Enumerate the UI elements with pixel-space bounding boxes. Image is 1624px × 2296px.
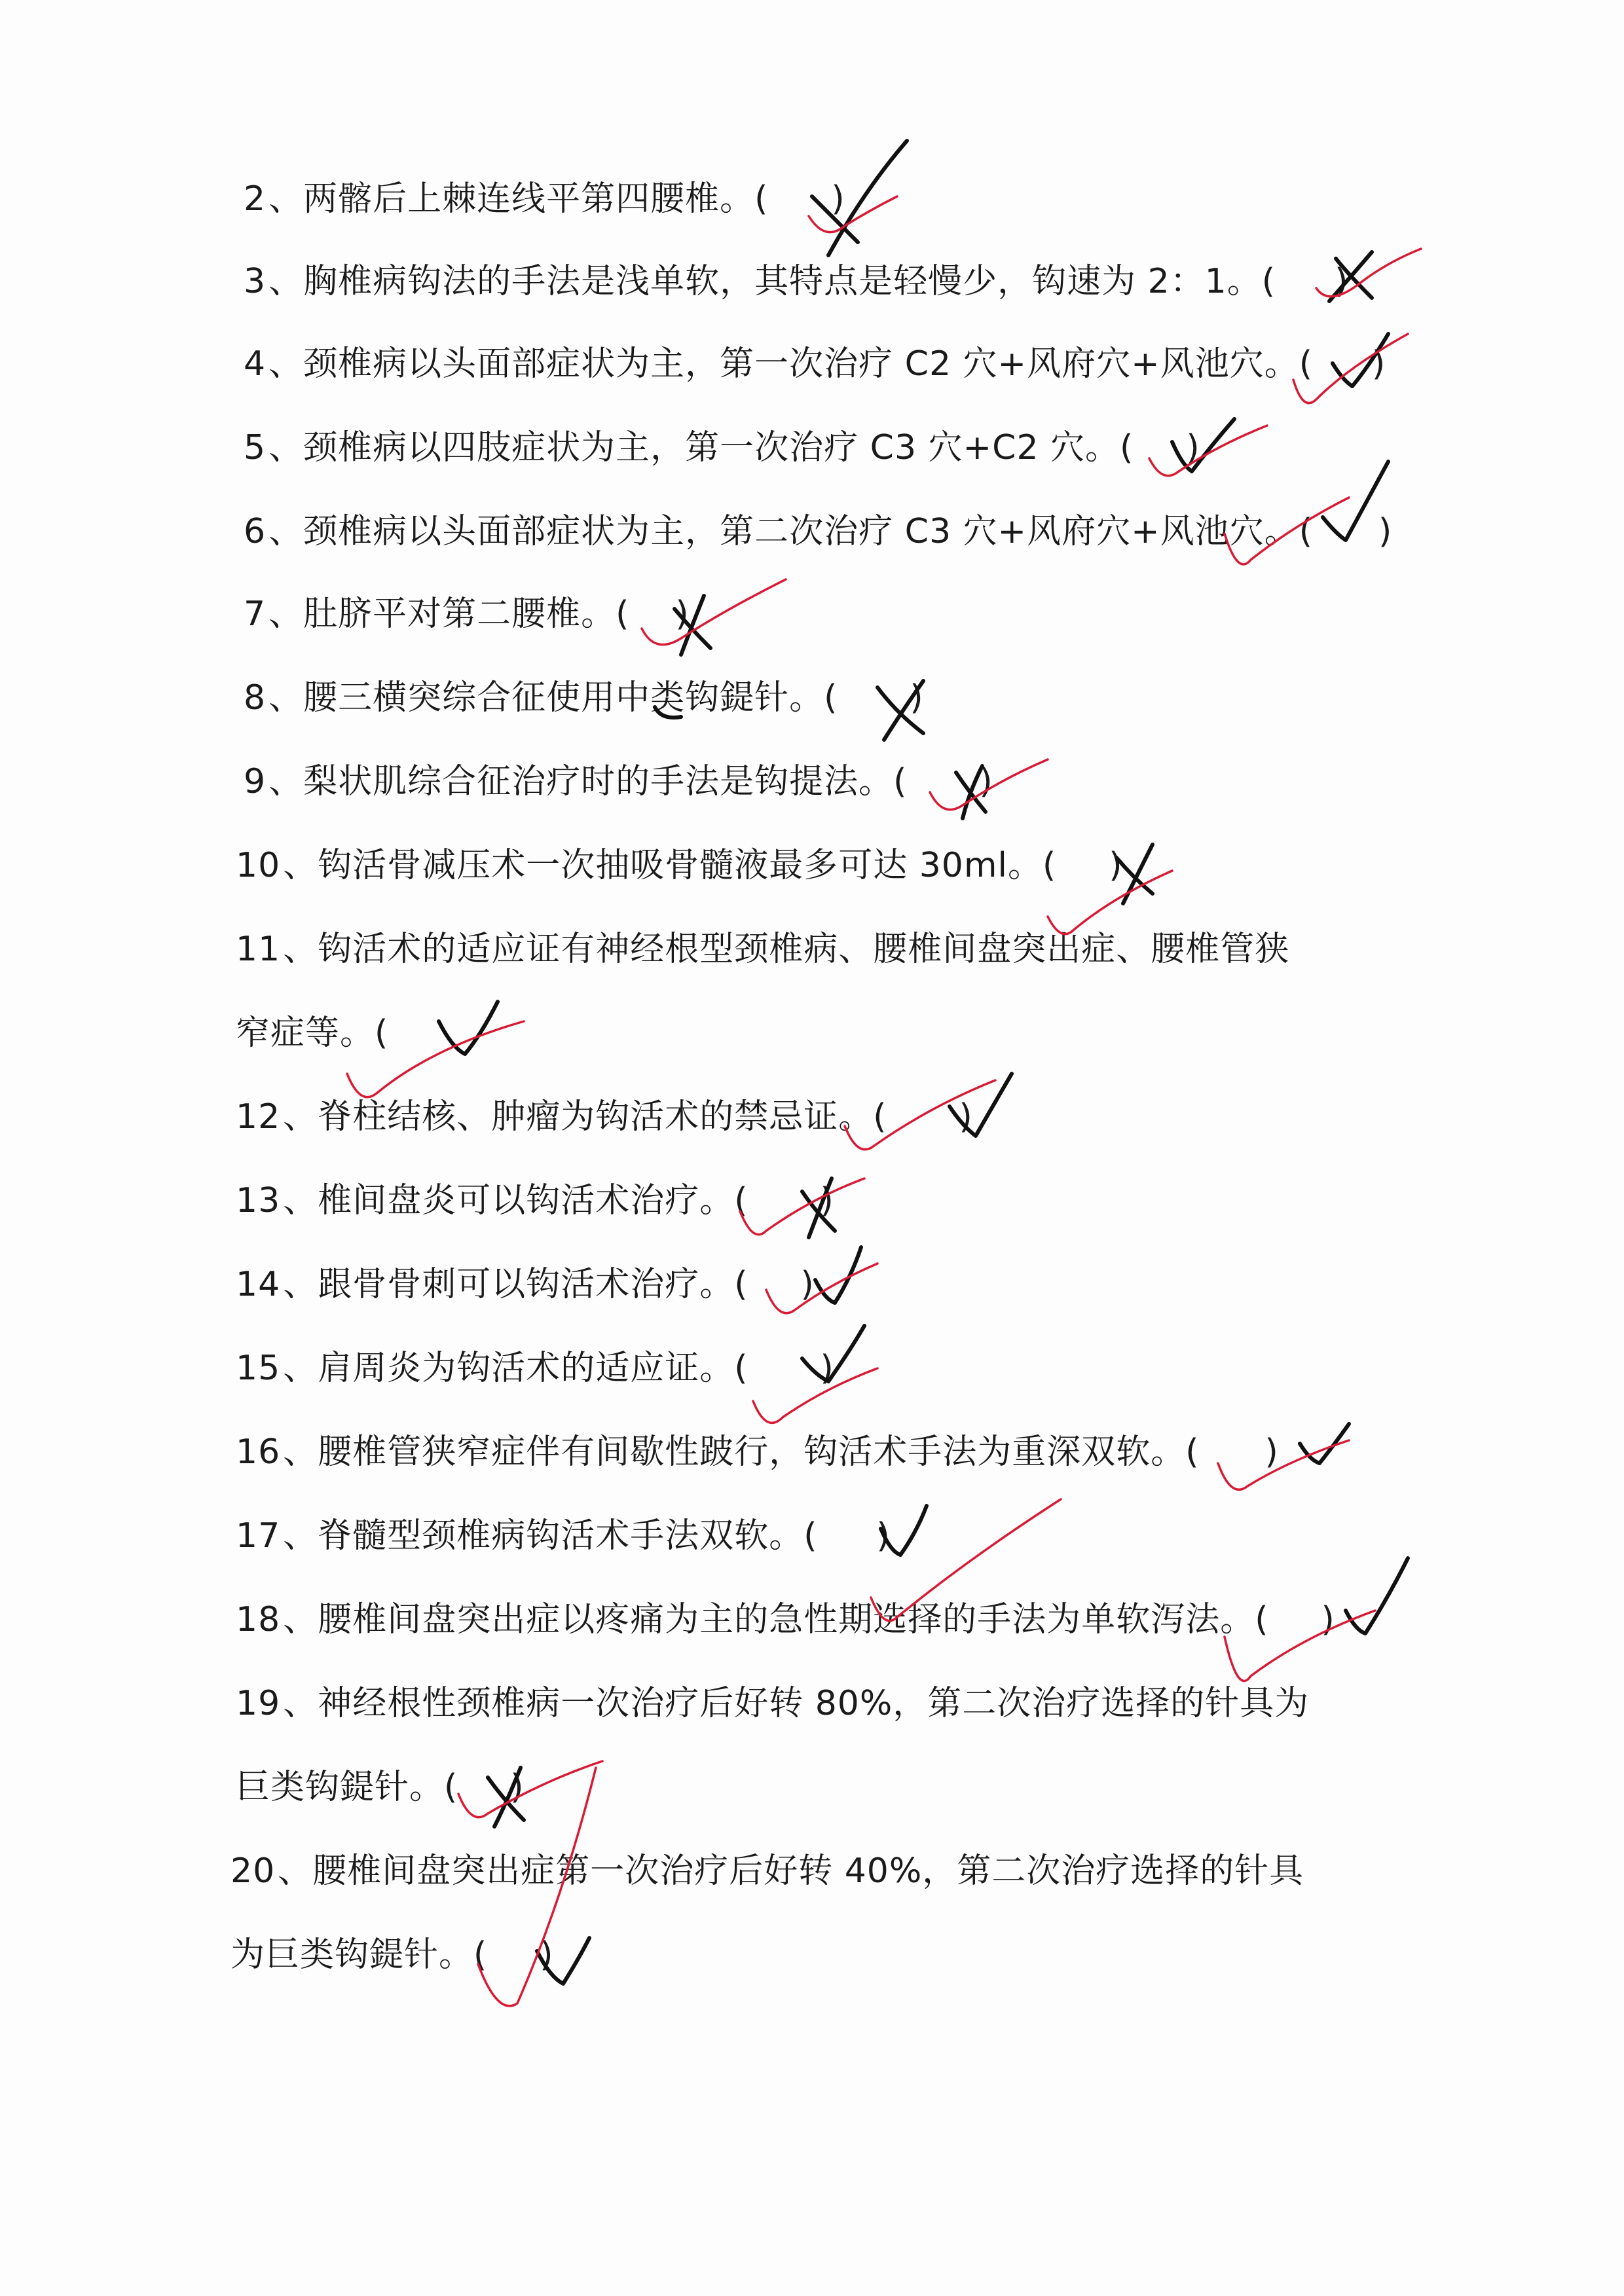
- question-number: 6: [244, 512, 267, 551]
- question-text-line2: 窄症等。(: [236, 1013, 389, 1053]
- question-15: 15、肩周炎为钩活术的适应证。( ): [236, 1349, 834, 1388]
- question-19: 19、神经根性颈椎病一次治疗后好转 80%，第二次治疗选择的针具为: [236, 1684, 1310, 1723]
- question-close: ): [1186, 428, 1200, 467]
- question-close: ): [1335, 262, 1349, 301]
- question-text: 肩周炎为钩活术的适应证。(: [318, 1349, 748, 1388]
- question-number: 12: [236, 1097, 281, 1137]
- question-close: ): [910, 678, 924, 718]
- question-12: 12、脊柱结核、肿瘤为钩活术的禁忌证。( ): [236, 1097, 973, 1137]
- question-text: 颈椎病以头面部症状为主，第二次治疗 C3 穴+风府穴+风池穴。(: [303, 512, 1313, 551]
- question-19-continuation: [236, 1766, 525, 1808]
- question-number: 20: [231, 1851, 276, 1891]
- question-close: ): [959, 1097, 973, 1137]
- question-number: 16: [236, 1432, 281, 1472]
- question-number: 2: [244, 179, 267, 219]
- question-close: ): [979, 762, 993, 801]
- question-text: 腰椎间盘突出症以疼痛为主的急性期选择的手法为单软泻法。(: [318, 1600, 1269, 1639]
- question-close: ): [800, 1265, 815, 1304]
- question-9: 9、梨状肌综合征治疗时的手法是钩提法。( ): [244, 762, 993, 801]
- question-close: ): [1109, 846, 1123, 885]
- question-14: 14、跟骨骨刺可以钩活术治疗。( ): [236, 1265, 815, 1304]
- question-16: 16、腰椎管狭窄症伴有间歇性跛行，钩活术手法为重深双软。( ): [236, 1432, 1279, 1472]
- question-number: 13: [236, 1181, 281, 1220]
- question-number: 10: [236, 846, 281, 885]
- question-20: 20、腰椎间盘突出症第一次治疗后好转 40%，第二次治疗选择的针具: [231, 1851, 1304, 1891]
- question-number: 4: [244, 344, 267, 384]
- question-close: ): [820, 1349, 834, 1388]
- question-text: 钩活术的适应证有神经根型颈椎病、腰椎间盘突出症、腰椎管狭: [318, 930, 1290, 969]
- question-text: 颈椎病以四肢症状为主，第一次治疗 C3 穴+C2 穴。(: [303, 428, 1134, 467]
- question-close: ): [876, 1516, 891, 1556]
- question-7: 7、肚脐平对第二腰椎。( ): [244, 594, 690, 634]
- question-text-line2: 为巨类钩鍉针。(: [231, 1935, 488, 1975]
- question-text: 钩活骨减压术一次抽吸骨髓液最多可达 30ml。(: [318, 846, 1057, 885]
- question-13: 13、椎间盘炎可以钩活术治疗。( ): [236, 1181, 834, 1220]
- question-text: 腰三横突综合征使用中类钩鍉针。(: [303, 678, 838, 718]
- question-number: 14: [236, 1265, 281, 1304]
- question-4: 4、颈椎病以头面部症状为主，第一次治疗 C2 穴+风府穴+风池穴。( ): [244, 344, 1386, 384]
- question-text: 腰椎间盘突出症第一次治疗后好转 40%，第二次治疗选择的针具: [312, 1851, 1304, 1891]
- question-number: 18: [236, 1600, 281, 1639]
- question-17: 17、脊髓型颈椎病钩活术手法双软。( ): [236, 1516, 891, 1556]
- question-11: 11、钩活术的适应证有神经根型颈椎病、腰椎间盘突出症、腰椎管狭: [236, 930, 1290, 969]
- question-close: ): [1378, 512, 1393, 551]
- question-close: ): [820, 1181, 834, 1220]
- question-text-line2: 巨类钩鍉针。(: [236, 1768, 458, 1807]
- question-text: 胸椎病钩法的手法是浅单软，其特点是轻慢少，钩速为 2：1。(: [303, 262, 1276, 301]
- question-18: 18、腰椎间盘突出症以疼痛为主的急性期选择的手法为单软泻法。( ): [236, 1600, 1335, 1639]
- question-8: 8、腰三横突综合征使用中类钩鍉针。( ): [244, 678, 924, 718]
- question-text: 两髂后上棘连线平第四腰椎。(: [303, 179, 769, 219]
- question-close: ): [1264, 1432, 1279, 1472]
- question-text: 脊髓型颈椎病钩活术手法双软。(: [318, 1516, 818, 1556]
- question-close: ): [1372, 344, 1386, 384]
- question-number: 17: [236, 1516, 281, 1556]
- question-number: 8: [244, 678, 267, 718]
- question-text: 肚脐平对第二腰椎。(: [303, 594, 630, 634]
- question-close: ): [831, 179, 845, 219]
- question-6: 6、颈椎病以头面部症状为主，第二次治疗 C3 穴+风府穴+风池穴。( ): [244, 512, 1393, 551]
- question-text: 脊柱结核、肿瘤为钩活术的禁忌证。(: [318, 1097, 887, 1137]
- question-text: 跟骨骨刺可以钩活术治疗。(: [318, 1265, 748, 1304]
- question-number: 9: [244, 762, 267, 801]
- question-close: ): [675, 594, 690, 634]
- question-2: 2、两髂后上棘连线平第四腰椎。( ): [244, 179, 845, 219]
- question-5: 5、颈椎病以四肢症状为主，第一次治疗 C3 穴+C2 穴。( ): [244, 428, 1200, 467]
- question-number: 11: [236, 930, 281, 969]
- question-number: 3: [244, 262, 267, 301]
- question-close: ): [540, 1935, 554, 1975]
- question-10: 10、钩活骨减压术一次抽吸骨髓液最多可达 30ml。( ): [236, 846, 1123, 885]
- question-number: 7: [244, 594, 267, 634]
- question-11-continuation: [236, 1012, 388, 1054]
- question-20-continuation: [231, 1934, 554, 1976]
- question-3: 3、胸椎病钩法的手法是浅单软，其特点是轻慢少，钩速为 2：1。( ): [244, 262, 1349, 301]
- question-number: 5: [244, 428, 267, 467]
- question-text: 颈椎病以头面部症状为主，第一次治疗 C2 穴+风府穴+风池穴。(: [303, 344, 1313, 384]
- question-text: 神经根性颈椎病一次治疗后好转 80%，第二次治疗选择的针具为: [318, 1684, 1310, 1723]
- question-number: 19: [236, 1684, 281, 1723]
- question-number: 15: [236, 1349, 281, 1388]
- question-close: ): [510, 1768, 525, 1807]
- question-text: 腰椎管狭窄症伴有间歇性跛行，钩活术手法为重深双软。(: [318, 1432, 1200, 1472]
- question-close: ): [1321, 1600, 1335, 1639]
- question-text: 椎间盘炎可以钩活术治疗。(: [318, 1181, 748, 1220]
- question-text: 梨状肌综合征治疗时的手法是钩提法。(: [303, 762, 908, 801]
